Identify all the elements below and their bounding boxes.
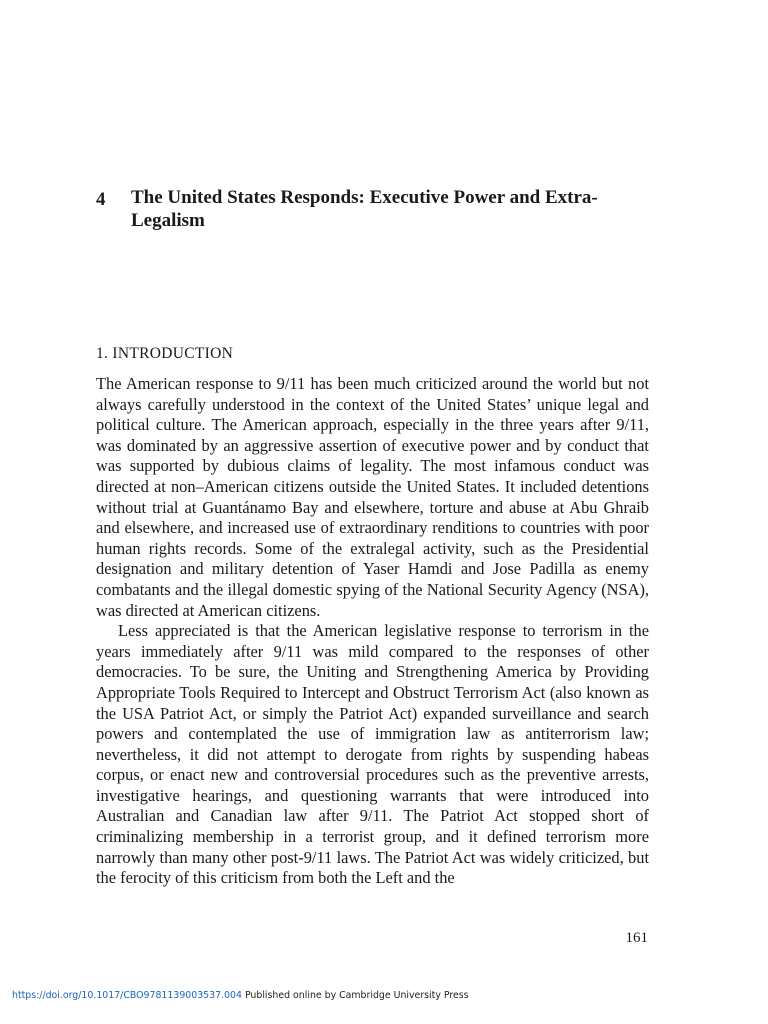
- chapter-number: 4: [96, 189, 106, 210]
- paragraph: The American response to 9/11 has been much criticized around the world but not always carefully understood in the context of the United States’ unique legal and political culture. The American approach, especially in the three years after 9/11, was dominated by an aggressive assertion of executive power and by conduct that was supported by dubious claims of legality. The most infamous conduct was directed at non–American citizens outside the United States. It included detentions without trial at Guantánamo Bay and elsewhere, torture and abuse at Abu Ghraib and elsewhere, and increased use of extraordinary renditions to countries with poor human rights records. Some of the extralegal activity, such as the Presidential designation and military detention of Yaser Hamdi and Jose Padilla as enemy combatants and the illegal domestic spying of the National Security Agency (NSA), was directed at American citizens.: [96, 374, 649, 620]
- page-number: 161: [625, 930, 648, 946]
- doi-link[interactable]: https://doi.org/10.1017/CBO9781139003537.004: [12, 990, 242, 1001]
- paragraph: Less appreciated is that the American legislative response to terrorism in the years immediately after 9/11 was mild compared to the responses of other democracies. To be sure, the Uniting and Strengthening America by Providing Appropriate Tools Required to Intercept and Obstruct Terrorism Act (also known as the USA Patriot Act, or simply the Patriot Act) expanded surveillance and search powers and contemplated the use of immigration law as antiterrorism law; nevertheless, it did not attempt to derogate from rights by suspending habeas corpus, or enact new and controversial procedures such as the preventive arrests, investigative hearings, and questioning warrants that were introduced into Australian and Canadian law after 9/11. The Patriot Act stopped short of criminalizing membership in a terrorist group, and it defined terrorism more narrowly than many other post-9/11 laws. The Patriot Act was widely criticized, but the ferocity of this criticism from both the Left and the: [96, 621, 649, 888]
- section-heading: 1. INTRODUCTION: [96, 345, 234, 362]
- chapter-title: The United States Responds: Executive Power and Extra-Legalism: [131, 187, 598, 231]
- body-text: [96, 374, 649, 889]
- publisher-note: Published online by Cambridge University Press: [244, 990, 469, 1001]
- footer: [12, 990, 469, 1001]
